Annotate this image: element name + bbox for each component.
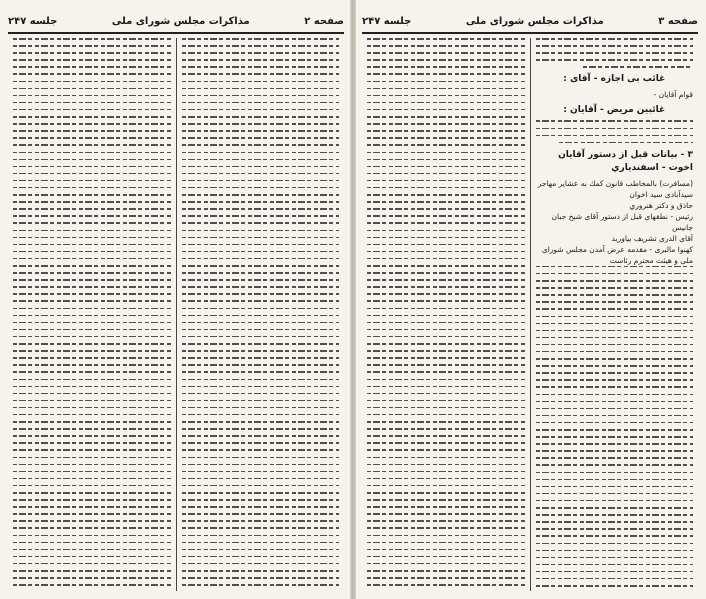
right-page-number: صفحه ۳ (658, 15, 698, 27)
right-page-column-left (362, 38, 531, 591)
left-page (0, 0, 352, 599)
speaker-chairman-line: رئيس - نطقهاى قبل از دستور آقاى شيخ جبان جانيس (551, 211, 693, 232)
left-page-session: جلسه ۲۴۷ (8, 15, 58, 27)
heading-absent-sick: غائبين مريض - آقايان : (563, 105, 666, 116)
right-page-columns (362, 38, 698, 591)
heading-absent-name: قوام آقايان - (653, 90, 693, 100)
right-page-session: جلسه ۲۴۷ (362, 15, 412, 27)
speaker-intro-line-2: ملى و هيئت محترم رئاست (609, 255, 693, 265)
left-page-column-right (177, 38, 345, 591)
left-page-number: صفحه ۲ (304, 15, 344, 27)
heading-absent-without-leave: غائب بى اجازه - آقاى : (563, 74, 666, 85)
speaker-intro-line: كهنوا مالبرى - مقدمه عرض آمدن مجلس شوراى (541, 244, 693, 254)
left-page-title: مذاكرات مجلس شوراى ملى (111, 15, 250, 27)
right-page-column-right (531, 38, 699, 591)
heading-pre-agenda-names: حاذق و دكتر هنروري (629, 200, 693, 210)
speaker-invite-line: آقاى الدرى تشريف بياوريد (611, 233, 693, 243)
right-page (354, 0, 706, 599)
left-page-columns (8, 38, 344, 591)
right-page-title: مذاكرات مجلس شوراى ملى (465, 15, 604, 27)
right-page-header (362, 10, 698, 34)
left-page-column-left (8, 38, 177, 591)
heading-pre-agenda-remarks: ۳ - بيانات قبل از دستور آقايان اخوت - اسفندياري (558, 149, 693, 173)
left-page-header (8, 10, 344, 34)
heading-pre-agenda-sub: (مسافرت) بالمخاطب قانون كمك به عشاير مهاجر سيدآبادى سيد اخوان (537, 178, 693, 199)
